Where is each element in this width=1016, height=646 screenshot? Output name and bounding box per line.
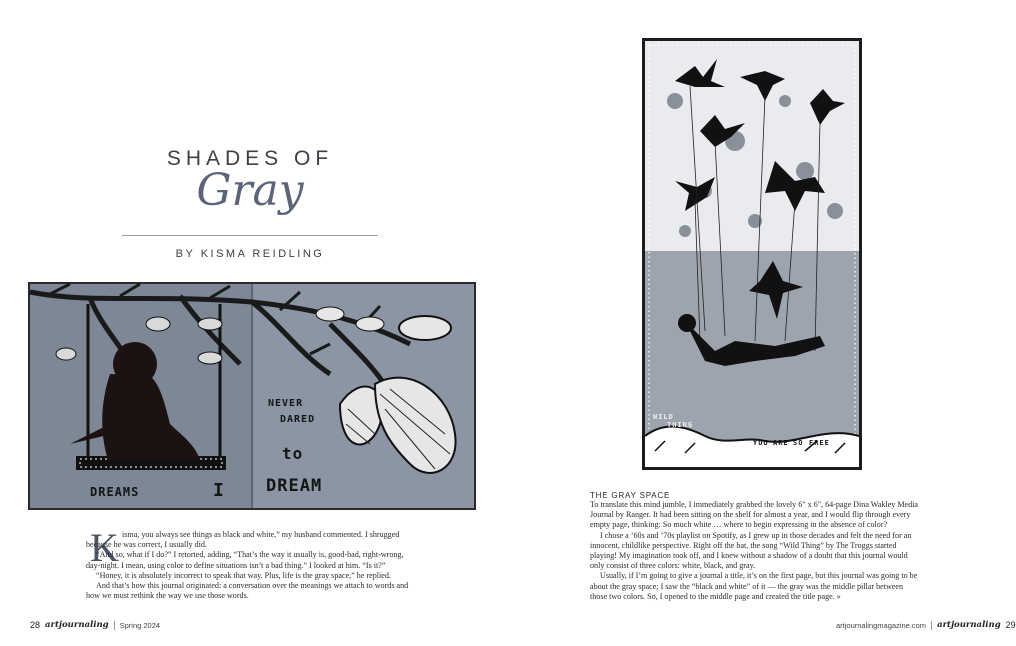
left-footer <box>30 620 160 630</box>
website-url: artjournalingmagazine.com <box>836 620 927 630</box>
issue-label: Spring 2024 <box>119 620 161 630</box>
magazine-logo-left: artjournaling <box>45 620 109 630</box>
journal-page-photo <box>642 38 862 470</box>
magazine-logo-right: artjournaling <box>937 620 1001 630</box>
journal-page-illustration <box>645 41 859 467</box>
left-paragraph: “And so, what if I do?” I retorted, adding, “That’s the way it usually is, good-bad, right-wrong, day-night. I mean, using color to define situations isn’t a bad thing.” I looked at him. “Is it?” <box>86 550 404 570</box>
page-number-right: 29 <box>1005 620 1016 630</box>
art-word-so: SO <box>793 439 804 447</box>
right-footer <box>836 620 1016 630</box>
left-paragraph: “Honey, it is absolutely incorrect to speak that way. Plus, life is the gray space,” he replied. <box>96 570 391 580</box>
left-body-text <box>86 525 416 601</box>
page-number-left: 28 <box>30 620 41 630</box>
art-word-free: FREE <box>809 439 830 447</box>
right-body-text <box>590 500 920 602</box>
section-heading: THE GRAY SPACE <box>590 491 671 500</box>
art-word-i: I <box>213 480 225 501</box>
left-paragraph: isma, you always see things as black and white,” my husband commented. I shrugged because he was correct, I usually did. <box>86 530 400 550</box>
art-word-you: YOU <box>753 439 769 447</box>
right-paragraph: To translate this mind jumble, I immediately grabbed the lovely 6" x 6", 64-page Dina Wakley Media Journal by Ranger. It had been sitting on the shelf for almost a year, and I would flip through every empty page, thinking: So much white … where to begin expressing in the absence of color? <box>590 500 919 530</box>
byline: BY KISMA REIDLING <box>175 248 325 260</box>
title-line-1: SHADES OF <box>166 147 334 170</box>
title-rule <box>122 235 378 236</box>
footer-divider <box>931 621 932 630</box>
journal-spread-illustration <box>30 284 474 508</box>
left-paragraph: And that’s how this journal originated: a conversation over the meanings we attach to words and how we must rethink the way we use those words. <box>86 581 409 601</box>
art-word-thing: THING <box>667 421 694 429</box>
journal-spread-photo <box>28 282 476 510</box>
right-paragraph: Usually, if I’m going to give a journal a title, it’s on the first page, but this journal was going to be about the gray space; I saw the “black and white” of it — the gray was the middle pillar between those two colors. So, I opened to the middle page and created the title page. » <box>590 571 918 601</box>
art-word-dreams: DREAMS <box>90 485 140 499</box>
right-paragraph: I chose a ’60s and ’70s playlist on Spotify, as I grew up in those decades and felt the need for an innocent, childlike perspective. Right off the bat, the song “Wild Thing” by The Troggs started playing! My imagination took off, and I knew without a shadow of a doubt that this journal would only consist of three colors: white, black, and gray. <box>590 530 912 571</box>
art-word-to: to <box>282 444 304 463</box>
art-word-are: ARE <box>773 439 789 447</box>
drop-cap: K <box>90 525 119 570</box>
art-word-dream: DREAM <box>266 476 323 496</box>
art-word-wild: WILD <box>653 413 674 421</box>
title-line-2: Gray <box>196 165 304 216</box>
footer-divider <box>114 621 115 630</box>
art-word-dared: DARED <box>280 414 316 425</box>
art-word-never: NEVER <box>268 398 304 409</box>
left-page <box>0 0 500 646</box>
